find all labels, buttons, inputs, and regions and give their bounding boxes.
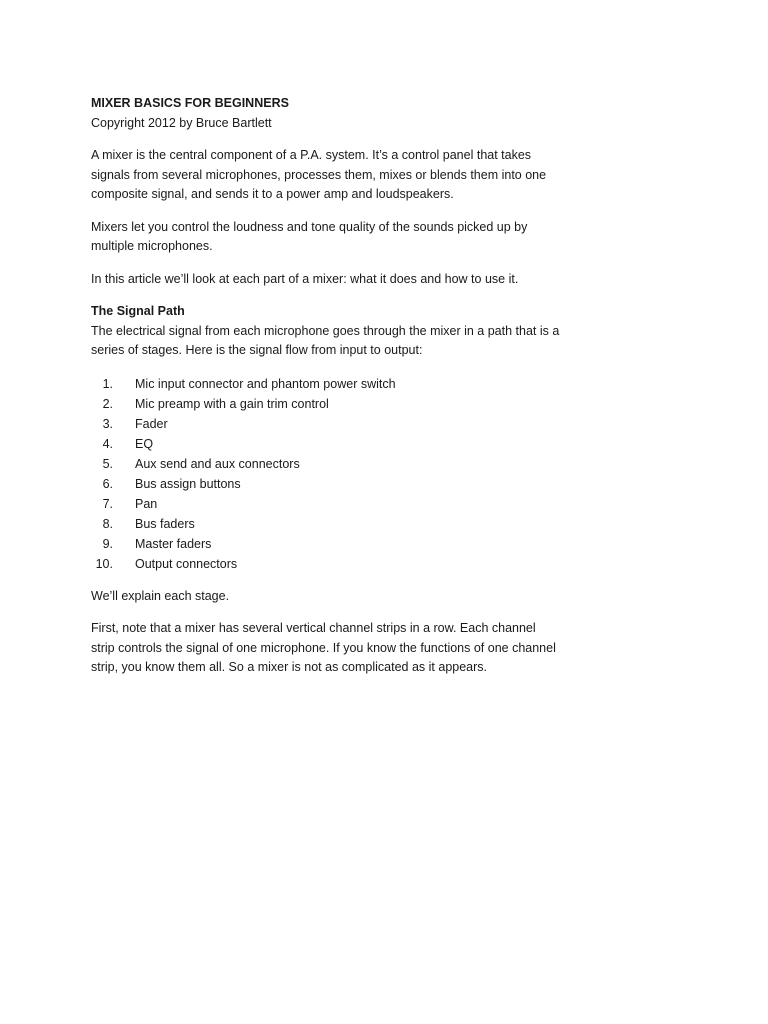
list-item-number: 2.: [102, 396, 113, 411]
list-item-text: Pan: [135, 496, 158, 511]
list-item-number: 4.: [102, 436, 113, 451]
list-item-number: 8.: [102, 516, 113, 531]
closing-paragraph-2: First, note that a mixer has several vertical channel strips in a row. Each channel strip controls the signal of one microphone. If you know the functions of one channel strip, you know them all. So a mixer is not as complicated as it appears.: [91, 621, 556, 674]
list-item: [91, 454, 561, 474]
list-item-text: EQ: [135, 436, 154, 451]
list-item-text: Bus assign buttons: [135, 476, 241, 491]
closing-paragraph-1: We’ll explain each stage.: [91, 588, 230, 603]
intro-paragraph-3: In this article we’ll look at each part of a mixer: what it does and how to use it.: [91, 271, 519, 286]
list-item-text: Mic input connector and phantom power switch: [135, 376, 396, 391]
signal-flow-list: [91, 374, 561, 574]
list-item-text: Aux send and aux connectors: [135, 456, 300, 471]
document-title: MIXER BASICS FOR BEGINNERS: [91, 96, 289, 110]
list-item-text: Mic preamp with a gain trim control: [135, 396, 329, 411]
list-item: [91, 494, 561, 514]
list-item-number: 5.: [102, 456, 113, 471]
list-item: [91, 534, 561, 554]
list-item: [91, 514, 561, 534]
section-body: The electrical signal from each microphone goes through the mixer in a path that is a series of stages. Here is the signal flow from input to output:: [91, 323, 560, 357]
list-item-number: 9.: [102, 536, 113, 551]
document-page: [91, 94, 561, 691]
list-item-number: 7.: [102, 496, 113, 511]
copyright-line: Copyright 2012 by Bruce Bartlett: [91, 115, 272, 130]
list-item: [91, 554, 561, 574]
list-item-text: Bus faders: [135, 516, 195, 531]
list-item: [91, 414, 561, 434]
list-item-text: Master faders: [135, 536, 212, 551]
list-item-number: 3.: [102, 416, 113, 431]
section-heading: The Signal Path: [91, 304, 185, 318]
list-item: [91, 434, 561, 454]
intro-paragraph-1: A mixer is the central component of a P.A. system. It’s a control panel that takes signals from several microphones, processes them, mixes or blends them into one composite signal, and sends it to a power amp and loudspeakers.: [91, 148, 547, 201]
list-item-number: 6.: [102, 476, 113, 491]
list-item: [91, 394, 561, 414]
list-item-text: Fader: [135, 416, 168, 431]
list-item-number: 10.: [95, 556, 113, 571]
list-item: [91, 374, 561, 394]
list-item: [91, 474, 561, 494]
list-item-text: Output connectors: [135, 556, 238, 571]
intro-paragraph-2: Mixers let you control the loudness and tone quality of the sounds picked up by multiple microphones.: [91, 219, 528, 253]
list-item-number: 1.: [102, 376, 113, 391]
